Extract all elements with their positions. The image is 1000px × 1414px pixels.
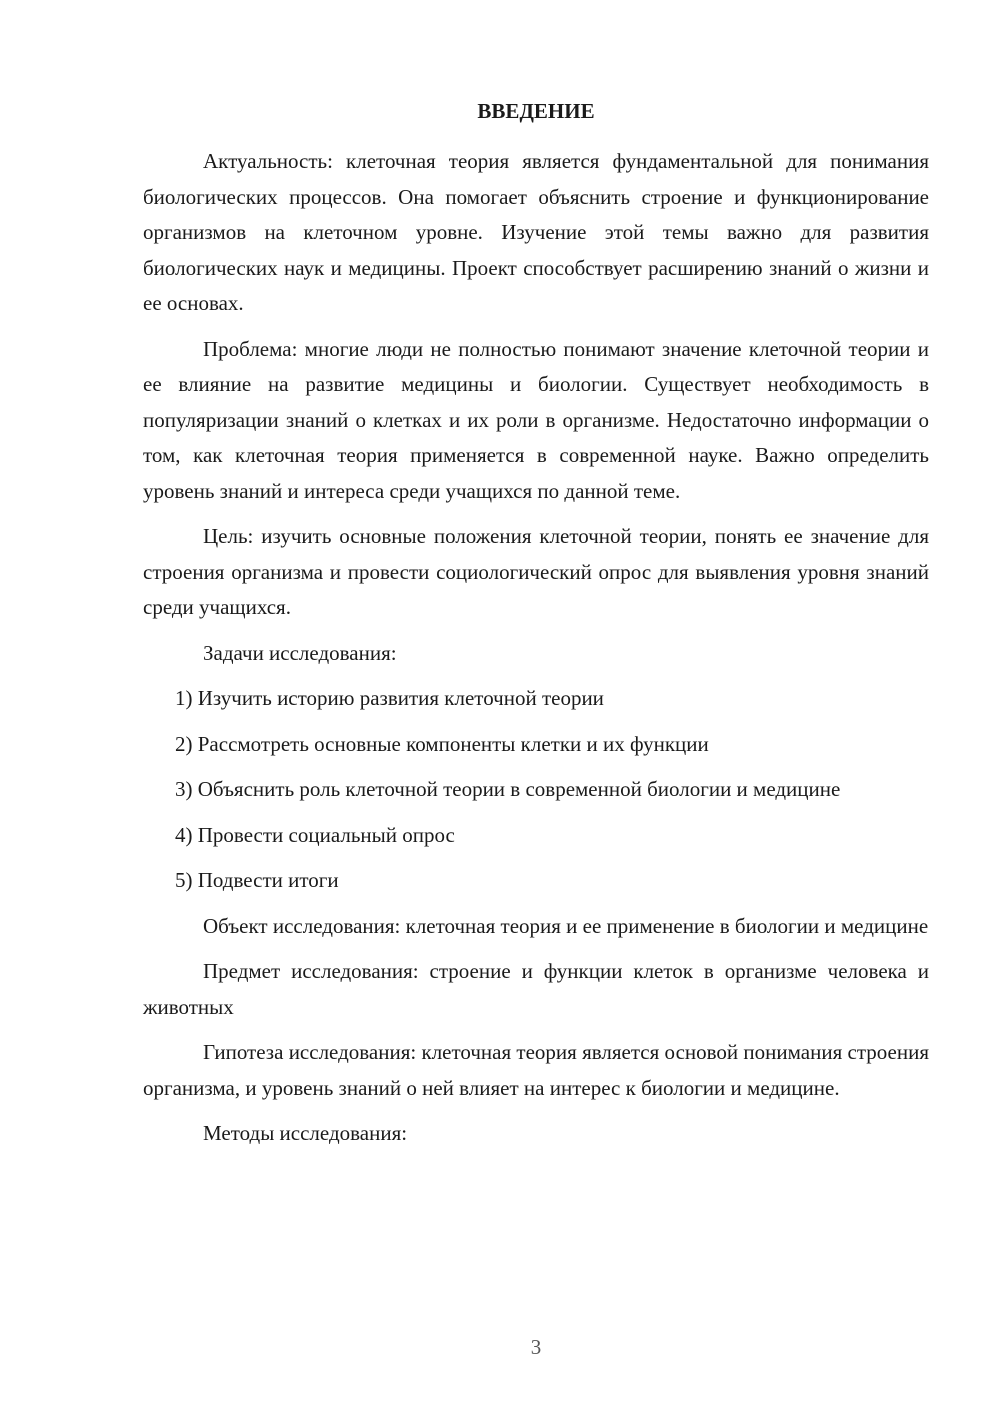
page-number: 3 xyxy=(530,1335,542,1359)
tasks-list xyxy=(143,681,929,899)
task-item: 1) Изучить историю развития клеточной теории xyxy=(175,686,604,710)
paragraph-subject: Предмет исследования: строение и функции клеток в организме человека и животных xyxy=(143,959,929,1019)
paragraph-goal: Цель: изучить основные положения клеточной теории, понять ее значение для строения организма и провести социологический опрос для выявления уровня знаний среди учащихся. xyxy=(143,524,929,619)
task-item: 2) Рассмотреть основные компоненты клетки и их функции xyxy=(175,731,709,756)
task-item: 3) Объяснить роль клеточной теории в современной биологии и медицине xyxy=(175,777,841,801)
tasks-title: Задачи исследования: xyxy=(203,640,397,665)
paragraph-hypothesis: Гипотеза исследования: клеточная теория является основой понимания строения организма, и уровень знаний о ней влияет на интерес к биологии и медицине. xyxy=(143,1040,929,1100)
task-item: 4) Провести социальный опрос xyxy=(175,822,455,847)
paragraph-object: Объект исследования: клеточная теория и ее применение в биологии и медицине xyxy=(203,913,929,938)
page-title: ВВЕДЕНИЕ xyxy=(477,99,595,123)
paragraph-relevance: Актуальность: клеточная теория является фундаментальной для понимания биологических процессов. Она помогает объяснить строение и функционирование организмов на клеточном уровне. Изучение этой темы важно для развития биологических наук и медицины. Проект способствует расширению знаний о жизни и ее основах. xyxy=(143,149,929,315)
paragraph-problem: Проблема: многие люди не полностью понимают значение клеточной теории и ее влияние на развитие медицины и биологии. Существует необходимость в популяризации знаний о клетках и их роли в организме. Недостаточно информации о том, как клеточная теория применяется в современной науке. Важно определить уровень знаний и интереса среди учащихся по данной теме. xyxy=(143,336,929,503)
document-body xyxy=(143,144,929,1162)
task-item: 5) Подвести итоги xyxy=(175,868,339,892)
methods-title: Методы исследования: xyxy=(203,1121,408,1145)
